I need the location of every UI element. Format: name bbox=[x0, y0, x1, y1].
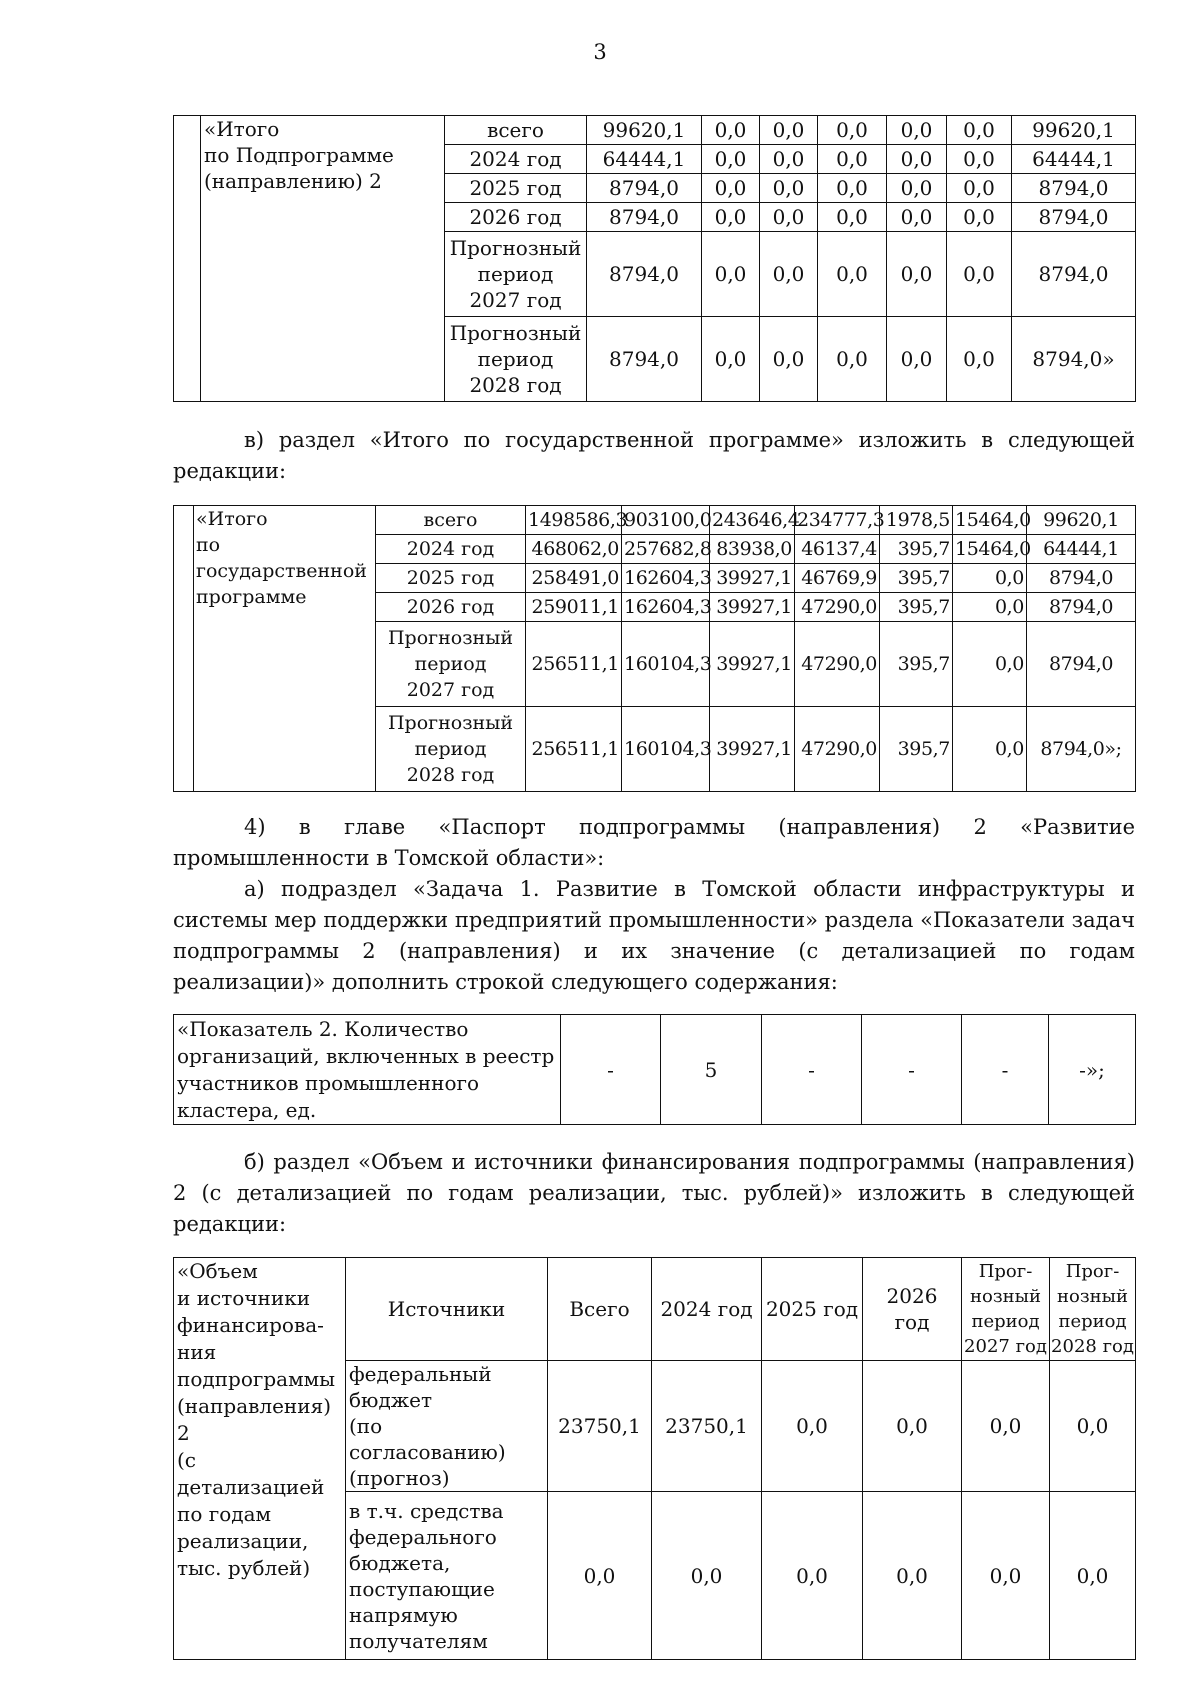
header-total: Всего bbox=[548, 1258, 652, 1361]
value-cell: 0,0 bbox=[887, 317, 947, 402]
value-cell: 0,0 bbox=[818, 145, 887, 174]
period-cell: 2024 год bbox=[376, 535, 526, 564]
value-cell: 99620,1 bbox=[587, 116, 702, 145]
value-cell: 99620,1 bbox=[1027, 506, 1136, 535]
value-cell: 0,0 bbox=[953, 564, 1027, 593]
value-cell: 0,0 bbox=[760, 232, 818, 317]
value-cell: 8794,0 bbox=[1027, 622, 1136, 707]
value-cell: 47290,0 bbox=[795, 593, 880, 622]
page-number: 3 bbox=[593, 40, 607, 64]
period-cell: Прогнозный период 2027 год bbox=[445, 232, 587, 317]
value-cell: 0,0 bbox=[760, 145, 818, 174]
value-cell: 8794,0 bbox=[1027, 593, 1136, 622]
value-cell: 8794,0 bbox=[587, 203, 702, 232]
value-cell: 0,0 bbox=[760, 174, 818, 203]
source-cell: в т.ч. средства федерального бюджета, поступающие напрямую получателям bbox=[346, 1492, 548, 1660]
value-cell: 0,0 bbox=[702, 174, 760, 203]
value-cell: 0,0 bbox=[760, 203, 818, 232]
value-cell: 0,0 bbox=[762, 1361, 863, 1492]
value-cell: 395,7 bbox=[880, 564, 953, 593]
paragraph-a: а) подраздел «Задача 1. Развитие в Томской области инфраструктуры и системы мер поддержки предприятий промышленности» раздела «Показатели задач подпрограммы 2 (направления) и их значение (с детализацией по годам реализации)» дополнить строкой следующего содержания: bbox=[173, 877, 1135, 994]
value-cell: 0,0 bbox=[887, 116, 947, 145]
value-cell: - bbox=[962, 1015, 1049, 1125]
value-cell: 23750,1 bbox=[548, 1361, 652, 1492]
value-cell: 162604,3 bbox=[622, 593, 710, 622]
header-p2027: Прог- нозный период 2027 год bbox=[962, 1258, 1050, 1361]
value-cell: 0,0 bbox=[953, 707, 1027, 792]
value-cell: 0,0 bbox=[1050, 1492, 1136, 1660]
table-row bbox=[174, 116, 1136, 145]
value-cell: 0,0 bbox=[818, 203, 887, 232]
value-cell: 0,0 bbox=[953, 593, 1027, 622]
row-label: «Итого по Подпрограмме (направлению) 2 bbox=[201, 116, 445, 402]
value-cell: 259011,1 bbox=[526, 593, 622, 622]
value-cell: 0,0 bbox=[947, 232, 1012, 317]
value-cell: 15464,0 bbox=[953, 506, 1027, 535]
value-cell: 234777,3 bbox=[795, 506, 880, 535]
table-financing bbox=[173, 1257, 1136, 1660]
row-label: «Объем и источники финансирова- ния подпрограммы (направления) 2 (с детализацией по годам реализации, тыс. рублей) bbox=[174, 1258, 346, 1660]
header-y2026: 2026 год bbox=[863, 1258, 962, 1361]
value-cell: 0,0 bbox=[818, 116, 887, 145]
value-cell: 0,0 bbox=[702, 145, 760, 174]
period-cell: 2026 год bbox=[376, 593, 526, 622]
table-row bbox=[174, 1015, 1136, 1125]
value-cell: 395,7 bbox=[880, 593, 953, 622]
value-cell: 395,7 bbox=[880, 535, 953, 564]
value-cell: 8794,0»; bbox=[1027, 707, 1136, 792]
period-cell: Прогнозный период 2028 год bbox=[376, 707, 526, 792]
value-cell: 15464,0 bbox=[953, 535, 1027, 564]
period-cell: 2025 год bbox=[376, 564, 526, 593]
value-cell: 0,0 bbox=[818, 232, 887, 317]
value-cell: 0,0 bbox=[962, 1492, 1050, 1660]
value-cell: 99620,1 bbox=[1012, 116, 1136, 145]
period-cell: всего bbox=[445, 116, 587, 145]
value-cell: 83938,0 bbox=[710, 535, 795, 564]
value-cell: 64444,1 bbox=[587, 145, 702, 174]
header-y2025: 2025 год bbox=[762, 1258, 863, 1361]
value-cell: 160104,3 bbox=[622, 707, 710, 792]
value-cell: 46769,9 bbox=[795, 564, 880, 593]
value-cell: 8794,0 bbox=[1012, 203, 1136, 232]
table-subprogram-total bbox=[173, 115, 1136, 402]
row-label: «Итого по государственной программе bbox=[194, 506, 376, 792]
header-y2024: 2024 год bbox=[652, 1258, 762, 1361]
value-cell: 0,0 bbox=[548, 1492, 652, 1660]
value-cell: 0,0 bbox=[702, 116, 760, 145]
value-cell: 64444,1 bbox=[1027, 535, 1136, 564]
value-cell: 1978,5 bbox=[880, 506, 953, 535]
value-cell: 1498586,3 bbox=[526, 506, 622, 535]
value-cell: 0,0 bbox=[760, 116, 818, 145]
value-cell: 0,0 bbox=[702, 232, 760, 317]
value-cell: 258491,0 bbox=[526, 564, 622, 593]
value-cell: 46137,4 bbox=[795, 535, 880, 564]
value-cell: 0,0 bbox=[760, 317, 818, 402]
value-cell: 0,0 bbox=[887, 145, 947, 174]
value-cell: 5 bbox=[661, 1015, 762, 1125]
value-cell: 256511,1 bbox=[526, 622, 622, 707]
value-cell: 39927,1 bbox=[710, 707, 795, 792]
value-cell: 39927,1 bbox=[710, 593, 795, 622]
value-cell: 0,0 bbox=[1050, 1361, 1136, 1492]
indicator-label: «Показатель 2. Количество организаций, включенных в реестр участников промышленного кластера, ед. bbox=[174, 1015, 561, 1125]
value-cell: 243646,4 bbox=[710, 506, 795, 535]
table-row bbox=[174, 506, 1136, 535]
value-cell: 0,0 bbox=[962, 1361, 1050, 1492]
value-cell: 64444,1 bbox=[1012, 145, 1136, 174]
value-cell: 0,0 bbox=[702, 317, 760, 402]
value-cell: - bbox=[762, 1015, 862, 1125]
period-cell: Прогнозный период 2028 год bbox=[445, 317, 587, 402]
value-cell: - bbox=[561, 1015, 661, 1125]
value-cell: 0,0 bbox=[702, 203, 760, 232]
value-cell: 8794,0» bbox=[1012, 317, 1136, 402]
table-state-program-total bbox=[173, 505, 1136, 792]
value-cell: 0,0 bbox=[947, 145, 1012, 174]
value-cell: 0,0 bbox=[947, 203, 1012, 232]
value-cell: 903100,0 bbox=[622, 506, 710, 535]
value-cell: - bbox=[862, 1015, 962, 1125]
value-cell: 0,0 bbox=[887, 203, 947, 232]
value-cell: 8794,0 bbox=[1012, 174, 1136, 203]
value-cell: 0,0 bbox=[818, 317, 887, 402]
value-cell: 0,0 bbox=[953, 622, 1027, 707]
value-cell: 0,0 bbox=[863, 1492, 962, 1660]
period-cell: 2024 год bbox=[445, 145, 587, 174]
value-cell: 8794,0 bbox=[1027, 564, 1136, 593]
value-cell: 256511,1 bbox=[526, 707, 622, 792]
value-cell: 0,0 bbox=[887, 174, 947, 203]
value-cell: 0,0 bbox=[762, 1492, 863, 1660]
value-cell: 162604,3 bbox=[622, 564, 710, 593]
value-cell: 160104,3 bbox=[622, 622, 710, 707]
paragraph-b: б) раздел «Объем и источники финансирования подпрограммы (направления) 2 (с детализацией по годам реализации, тыс. рублей)» изложить в следующей редакции: bbox=[173, 1150, 1135, 1236]
row-spacer-cell bbox=[174, 116, 201, 402]
value-cell: 0,0 bbox=[947, 317, 1012, 402]
paragraph-v: в) раздел «Итого по государственной программе» изложить в следующей редакции: bbox=[173, 428, 1135, 483]
value-cell: 8794,0 bbox=[587, 317, 702, 402]
value-cell: 0,0 bbox=[652, 1492, 762, 1660]
period-cell: Прогнозный период 2027 год bbox=[376, 622, 526, 707]
row-spacer-cell bbox=[174, 506, 194, 792]
value-cell: 257682,8 bbox=[622, 535, 710, 564]
header-row bbox=[174, 1258, 1136, 1361]
value-cell: 0,0 bbox=[887, 232, 947, 317]
paragraph-4: 4) в главе «Паспорт подпрограммы (направления) 2 «Развитие промышленности в Томской области»: bbox=[173, 815, 1135, 870]
value-cell: 23750,1 bbox=[652, 1361, 762, 1492]
value-cell: 8794,0 bbox=[1012, 232, 1136, 317]
value-cell: 47290,0 bbox=[795, 707, 880, 792]
value-cell: 39927,1 bbox=[710, 564, 795, 593]
value-cell: 8794,0 bbox=[587, 232, 702, 317]
period-cell: 2025 год bbox=[445, 174, 587, 203]
period-cell: 2026 год bbox=[445, 203, 587, 232]
value-cell: 0,0 bbox=[818, 174, 887, 203]
value-cell: 0,0 bbox=[863, 1361, 962, 1492]
value-cell: -»; bbox=[1049, 1015, 1136, 1125]
value-cell: 395,7 bbox=[880, 707, 953, 792]
period-cell: всего bbox=[376, 506, 526, 535]
header-p2028: Прог- нозный период 2028 год bbox=[1050, 1258, 1136, 1361]
header-sources: Источники bbox=[346, 1258, 548, 1361]
value-cell: 39927,1 bbox=[710, 622, 795, 707]
value-cell: 47290,0 bbox=[795, 622, 880, 707]
value-cell: 8794,0 bbox=[587, 174, 702, 203]
value-cell: 468062,0 bbox=[526, 535, 622, 564]
value-cell: 0,0 bbox=[947, 116, 1012, 145]
value-cell: 395,7 bbox=[880, 622, 953, 707]
value-cell: 0,0 bbox=[947, 174, 1012, 203]
source-cell: федеральный бюджет (по согласованию) (прогноз) bbox=[346, 1361, 548, 1492]
table-indicator bbox=[173, 1014, 1136, 1125]
